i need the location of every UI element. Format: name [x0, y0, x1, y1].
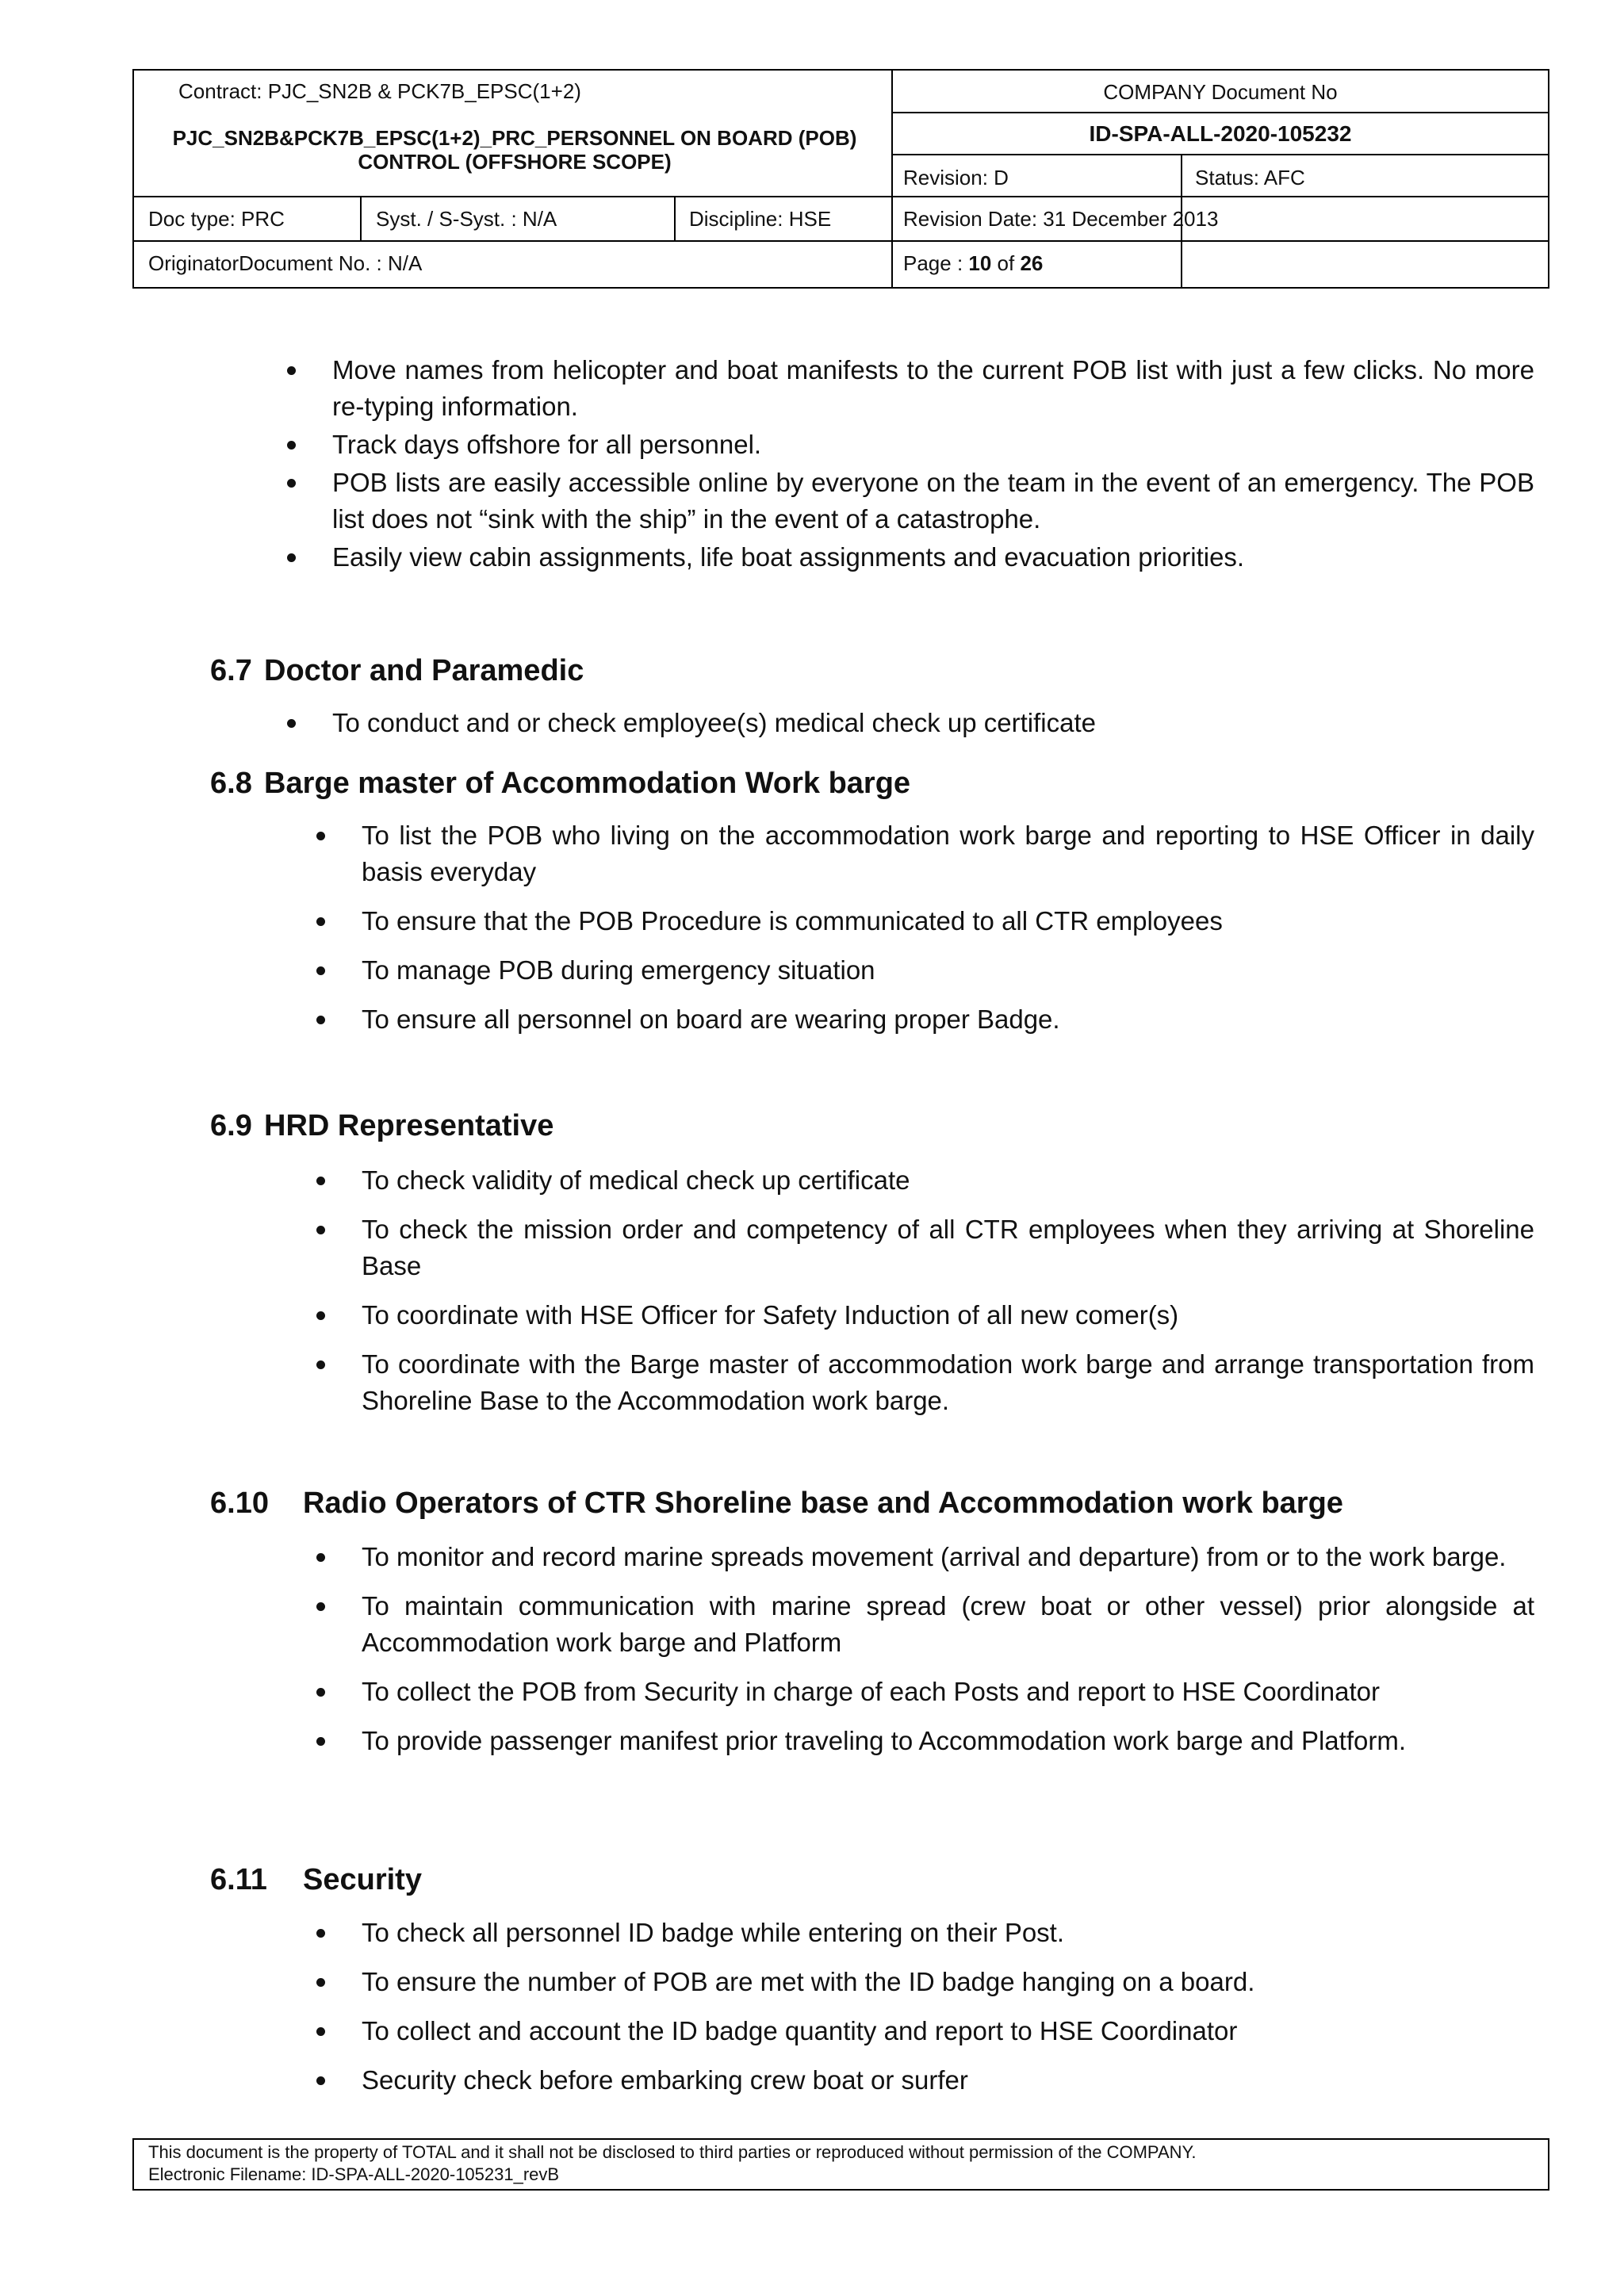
- list-item: [362, 2013, 1534, 2049]
- list-item: [362, 1211, 1534, 1284]
- discipline: Discipline: HSE: [689, 207, 832, 231]
- list-item: [332, 352, 1534, 425]
- revision-date: Revision Date: 31 December 2013: [903, 207, 1219, 231]
- list-item-text: To coordinate with the Barge master of accommodation work barge and arrange transportation from Shoreline Base to the Accommodation work barge.: [362, 1349, 1534, 1415]
- section-title: Security: [303, 1863, 422, 1896]
- footer-filename: Electronic Filename: ID-SPA-ALL-2020-105231_revB: [148, 2164, 560, 2184]
- section-number: 6.8: [210, 767, 252, 800]
- list-item: [362, 903, 1534, 939]
- list-item-text: To maintain communication with marine spread (crew boat or other vessel) prior alongside at Accommodation work barge and Platform: [362, 1591, 1534, 1657]
- section-heading-6-8: [210, 765, 910, 802]
- list-item-text: To provide passenger manifest prior traveling to Accommodation work barge and Platform.: [362, 1726, 1406, 1755]
- section-heading-6-7: [210, 652, 584, 689]
- list-item-text: To collect and account the ID badge quantity and report to HSE Coordinator: [362, 2016, 1238, 2045]
- list-item: [332, 539, 1534, 576]
- company-doc-number: ID-SPA-ALL-2020-105232: [1089, 121, 1352, 146]
- list-item: [362, 1674, 1534, 1710]
- page-of: of: [991, 251, 1021, 275]
- footer-confidentiality-notice: This document is the property of TOTAL and it shall not be disclosed to third parties or reproduced without permission of the COMPANY.: [148, 2142, 1197, 2162]
- list-item-text: Move names from helicopter and boat manifests to the current POB list with just a few clicks. No more re-typing information.: [332, 355, 1534, 421]
- list-item-text: To check validity of medical check up certificate: [362, 1165, 910, 1195]
- revision: Revision: D: [903, 166, 1009, 189]
- list-item-text: To monitor and record marine spreads movement (arrival and departure) from or to the work barge.: [362, 1542, 1507, 1571]
- list-item-text: Track days offshore for all personnel.: [332, 430, 762, 459]
- list-item-text: To list the POB who living on the accommodation work barge and reporting to HSE Officer in daily basis everyday: [362, 821, 1534, 886]
- page-indicator: [903, 251, 1043, 275]
- contract-label: Contract: PJC_SN2B & PCK7B_EPSC(1+2): [178, 79, 581, 103]
- section-heading-6-10: [210, 1485, 1343, 1521]
- page-label: Page :: [903, 251, 969, 275]
- document-footer: [132, 2138, 1549, 2191]
- list-item: [362, 1001, 1534, 1038]
- list-item-text: To ensure all personnel on board are wearing proper Badge.: [362, 1004, 1060, 1034]
- section-6-8-list: [362, 817, 1534, 1038]
- section-title: HRD Representative: [264, 1109, 554, 1142]
- list-item: [362, 1346, 1534, 1419]
- section-number: 6.9: [210, 1109, 252, 1142]
- system: Syst. / S-Syst. : N/A: [376, 207, 557, 231]
- list-item-text: To manage POB during emergency situation: [362, 955, 875, 985]
- section-number: 6.10: [210, 1487, 269, 1520]
- company-doc-label: COMPANY Document No: [1103, 80, 1338, 104]
- list-item: [362, 1588, 1534, 1661]
- list-item: [332, 465, 1534, 538]
- page-current: 10: [968, 251, 992, 275]
- originator-doc: OriginatorDocument No. : N/A: [148, 251, 423, 275]
- list-item-text: To ensure that the POB Procedure is communicated to all CTR employees: [362, 906, 1223, 936]
- section-title: Barge master of Accommodation Work barge: [264, 767, 911, 800]
- list-item: [332, 427, 1534, 463]
- list-item: [362, 1723, 1534, 1759]
- list-item-text: To check the mission order and competency of all CTR employees when they arriving at Shoreline Base: [362, 1215, 1534, 1280]
- section-heading-6-9: [210, 1108, 553, 1144]
- list-item-text: To coordinate with HSE Officer for Safety Induction of all new comer(s): [362, 1300, 1179, 1330]
- document-header-table: [132, 69, 1549, 289]
- section-6-11-list: [362, 1915, 1534, 2099]
- list-item: [362, 1915, 1534, 1951]
- list-item: [362, 1297, 1534, 1334]
- list-item-text: POB lists are easily accessible online by everyone on the team in the event of an emergency. The POB list does not “sink with the ship” in the event of a catastrophe.: [332, 468, 1534, 534]
- section-title: Radio Operators of CTR Shoreline base and Accommodation work barge: [303, 1487, 1343, 1520]
- document-title: PJC_SN2B&PCK7B_EPSC(1+2)_PRC_PERSONNEL ON BOARD (POB) CONTROL (OFFSHORE SCOPE): [172, 126, 857, 174]
- section-number: 6.11: [210, 1863, 267, 1896]
- list-item: [332, 705, 1534, 741]
- page-total: 26: [1020, 251, 1044, 275]
- section-title: Doctor and Paramedic: [264, 654, 584, 687]
- list-item-text: Security check before embarking crew boat or surfer: [362, 2065, 968, 2095]
- list-item: [362, 1539, 1534, 1575]
- list-item: [362, 1162, 1534, 1199]
- section-6-10-list: [362, 1539, 1534, 1759]
- intro-bullet-list: [332, 352, 1534, 576]
- status: Status: AFC: [1195, 166, 1305, 189]
- section-number: 6.7: [210, 654, 252, 687]
- list-item: [362, 1964, 1534, 2000]
- section-6-7-list: [332, 705, 1534, 741]
- section-6-9-list: [362, 1162, 1534, 1419]
- list-item-text: Easily view cabin assignments, life boat assignments and evacuation priorities.: [332, 542, 1245, 572]
- list-item: [362, 2062, 1534, 2099]
- list-item-text: To ensure the number of POB are met with the ID badge hanging on a board.: [362, 1967, 1255, 1996]
- section-heading-6-11: [210, 1862, 422, 1898]
- list-item: [362, 952, 1534, 989]
- list-item-text: To collect the POB from Security in charge of each Posts and report to HSE Coordinator: [362, 1677, 1380, 1706]
- list-item: [362, 817, 1534, 890]
- list-item-text: To conduct and or check employee(s) medical check up certificate: [332, 708, 1096, 737]
- list-item-text: To check all personnel ID badge while entering on their Post.: [362, 1918, 1065, 1947]
- doc-type: Doc type: PRC: [148, 207, 285, 231]
